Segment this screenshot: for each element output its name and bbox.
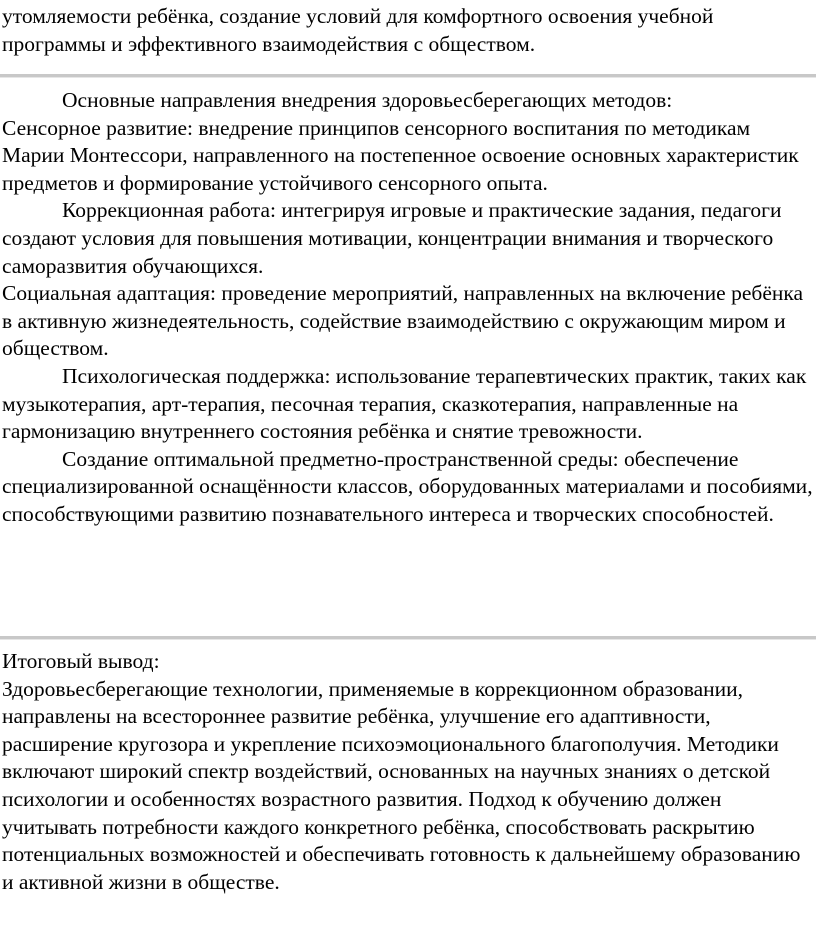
directions-section	[2, 87, 816, 529]
correction-work-paragraph: Коррекционная работа: интегрируя игровые и практические задания, педагоги создают условия для повышения мотивации, концентрации внимания и творческого саморазвития обучающихся.	[2, 198, 782, 278]
section-divider	[0, 636, 816, 640]
directions-heading: Основные направления внедрения здоровьесберегающих методов:	[62, 88, 673, 112]
conclusion-section	[2, 648, 816, 896]
conclusion-heading: Итоговый вывод:	[2, 649, 160, 673]
environment-paragraph: Создание оптимальной предметно-пространственной среды: обеспечение специализированной оснащённости классов, оборудованных материалами и пособиями, способствующими развитию познавательного интереса и творческих способностей.	[2, 446, 813, 526]
intro-paragraph: утомляемости ребёнка, создание условий для комфортного освоения учебной программы и эффективного взаимодействия с обществом.	[2, 4, 714, 56]
intro-section	[2, 3, 816, 58]
psychological-support-paragraph: Психологическая поддержка: использование терапевтических практик, таких как музыкотерапия, арт-терапия, песочная терапия, сказкотерапия, направленные на гармонизацию внутреннего состояния ребёнка и снятие тревожности.	[2, 363, 807, 444]
sensory-development-paragraph: Сенсорное развитие: внедрение принципов сенсорного воспитания по методикам Марии Монтессори, направленного на постепенное освоение основных характеристик предметов и формирование устойчивого сенсорного опыта.	[2, 115, 799, 195]
conclusion-paragraph: Здоровьесберегающие технологии, применяемые в коррекционном образовании, направлены на всестороннее развитие ребёнка, улучшение его адаптивности, расширение кругозора и укрепление психоэмоционального благополучия. Методики включают широкий спектр воздействий, основанных на научных знаниях о детской психологии и особенностях возрастного развития. Подход к обучению должен учитывать потребности каждого конкретного ребёнка, способствовать раскрытию потенциальных возможностей и обеспечивать готовность к дальнейшему образованию и активной жизни в обществе.	[2, 676, 801, 894]
social-adaptation-paragraph: Социальная адаптация: проведение мероприятий, направленных на включение ребёнка в активную жизнедеятельность, содействие взаимодействию с окружающим миром и обществом.	[2, 281, 804, 361]
section-divider	[0, 74, 816, 78]
